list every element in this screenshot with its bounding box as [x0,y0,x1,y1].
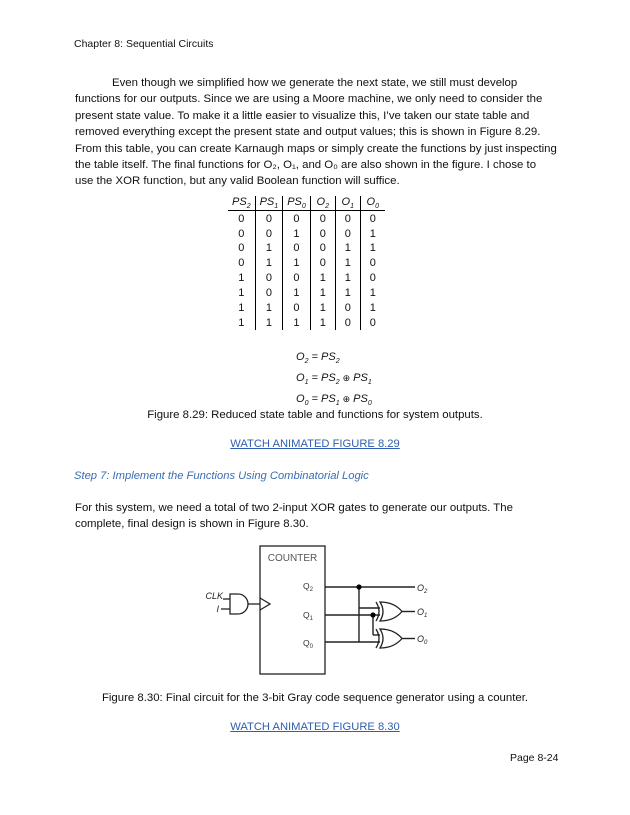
table-cell: 0 [369,257,376,270]
chapter-header: Chapter 8: Sequential Circuits [74,38,214,50]
table-cell: 0 [228,256,255,271]
table-cell: 0 [310,256,335,271]
table-cell: 1 [369,227,376,240]
o0-output-label: $O_0$ [417,634,428,646]
table-cell: 0 [283,301,311,316]
table-cell: 0 [310,226,335,241]
xor-symbol: ⊕ [342,394,351,405]
table-cell: 1 [335,256,360,271]
table-cell: 1 [283,286,311,301]
table-row [228,211,385,226]
counter-label: COUNTER [267,553,318,564]
col-ps2: $PS_2$ [228,196,255,211]
col-o2: $O_2$ [310,196,335,211]
function-o0: $O_0 = PS_1$ ⊕ $PS_0$ [296,393,372,408]
figure-8-30-caption: Figure 8.30: Final circuit for the 3-bit Gray code sequence generator using a counter. [101,692,529,704]
paragraph-outputs-text: Even though we simplified how we generate the next state, we still must develop functions for our outputs. Since we are using a Moore machine, we only need to consider the present state value. To make it a little easier to visualize this, I’ve taken our state table and removed everything except the present state and output values; this is shown in Figure 8.29. From this table, you can create Karnaugh maps or simply create the functions by just inspecting the table itself. The final functions for O₂, O₁, and O₀ are also shown in the figure. I chose to use the XOR function, but any valid Boolean function will suffice. [75,77,557,188]
table-row [228,301,385,316]
table-header-row [228,196,385,211]
q2-label: $Q_2$ [303,581,313,593]
table-cell: 0 [255,271,283,286]
table-cell: 1 [369,242,376,255]
table-cell: 1 [228,286,255,301]
table-cell: 1 [228,315,255,330]
table-row [228,241,385,256]
xor-gate-o1-icon [376,602,402,621]
function-o1: $O_1 = PS_2$ ⊕ $PS_1$ [296,372,372,387]
table-cell: 0 [283,211,311,226]
table-cell: 1 [369,287,376,300]
table-cell: 0 [369,272,376,285]
table-cell: 0 [369,316,376,329]
table-cell: 0 [283,241,311,256]
table-cell: 1 [255,241,283,256]
watch-figure-8-30-link[interactable]: WATCH ANIMATED FIGURE 8.30 [230,721,400,733]
xor-gate-o0-icon [376,629,402,648]
table-cell: 0 [228,226,255,241]
table-cell: 0 [335,211,360,226]
step-7-heading: Step 7: Implement the Functions Using Combinatorial Logic [74,470,369,482]
o2-output-label: $O_2$ [417,583,428,595]
table-cell: 1 [335,241,360,256]
output-wiring [325,587,415,642]
table-row [228,271,385,286]
table-cell: 1 [255,256,283,271]
figure-8-29-caption: Figure 8.29: Reduced state table and functions for system outputs. [147,409,483,421]
table-cell: 1 [228,271,255,286]
table-cell: 0 [369,212,376,225]
gray-code-circuit-diagram [195,542,435,677]
i-label: I [216,604,219,614]
output-functions [296,349,372,413]
col-o0: $O_0$ [360,196,385,211]
counter-box [260,546,325,674]
watch-figure-8-29-link[interactable]: WATCH ANIMATED FIGURE 8.29 [230,438,400,450]
table-cell: 1 [369,301,376,314]
function-o2: $O_2 = PS_2$ [296,351,340,366]
table-cell: 0 [255,211,283,226]
table-row [228,226,385,241]
table-cell: 1 [335,271,360,286]
and-gate-icon [221,594,260,614]
o1-output-label: $O_1$ [417,607,428,619]
col-ps0: $PS_0$ [283,196,311,211]
table-cell: 0 [335,315,360,330]
table-cell: 1 [335,286,360,301]
table-cell: 0 [228,211,255,226]
table-cell: 0 [335,226,360,241]
col-o1: $O_1$ [335,196,360,211]
table-cell: 1 [255,315,283,330]
table-cell: 0 [255,286,283,301]
table-cell: 0 [310,211,335,226]
table-cell: 1 [255,301,283,316]
table-cell: 1 [228,301,255,316]
clk-label: CLK [205,591,223,601]
table-row [228,286,385,301]
page-number: Page 8-24 [510,752,559,764]
paragraph-design: For this system, we need a total of two 2-input XOR gates to generate our outputs. The complete, final design is shown in Figure 8.30. [75,502,513,531]
q0-label: $Q_0$ [303,638,313,650]
paragraph-outputs [75,75,557,190]
table-cell: 1 [310,315,335,330]
table-body [228,211,385,331]
table-cell: 1 [283,256,311,271]
q1-label: $Q_1$ [303,610,313,622]
table-row [228,256,385,271]
col-ps1: $PS_1$ [255,196,283,211]
table-cell: 1 [283,315,311,330]
table-cell: 1 [310,271,335,286]
reduced-state-table [228,196,385,330]
junction-dot [356,584,361,589]
table-cell: 0 [255,226,283,241]
table-cell: 1 [283,226,311,241]
table-cell: 0 [283,271,311,286]
junction-dot [370,612,375,617]
table-cell: 1 [310,301,335,316]
xor-symbol: ⊕ [342,373,351,384]
table-cell: 0 [310,241,335,256]
table-row [228,315,385,330]
table-cell: 1 [310,286,335,301]
table-cell: 0 [335,301,360,316]
table-cell: 0 [228,241,255,256]
